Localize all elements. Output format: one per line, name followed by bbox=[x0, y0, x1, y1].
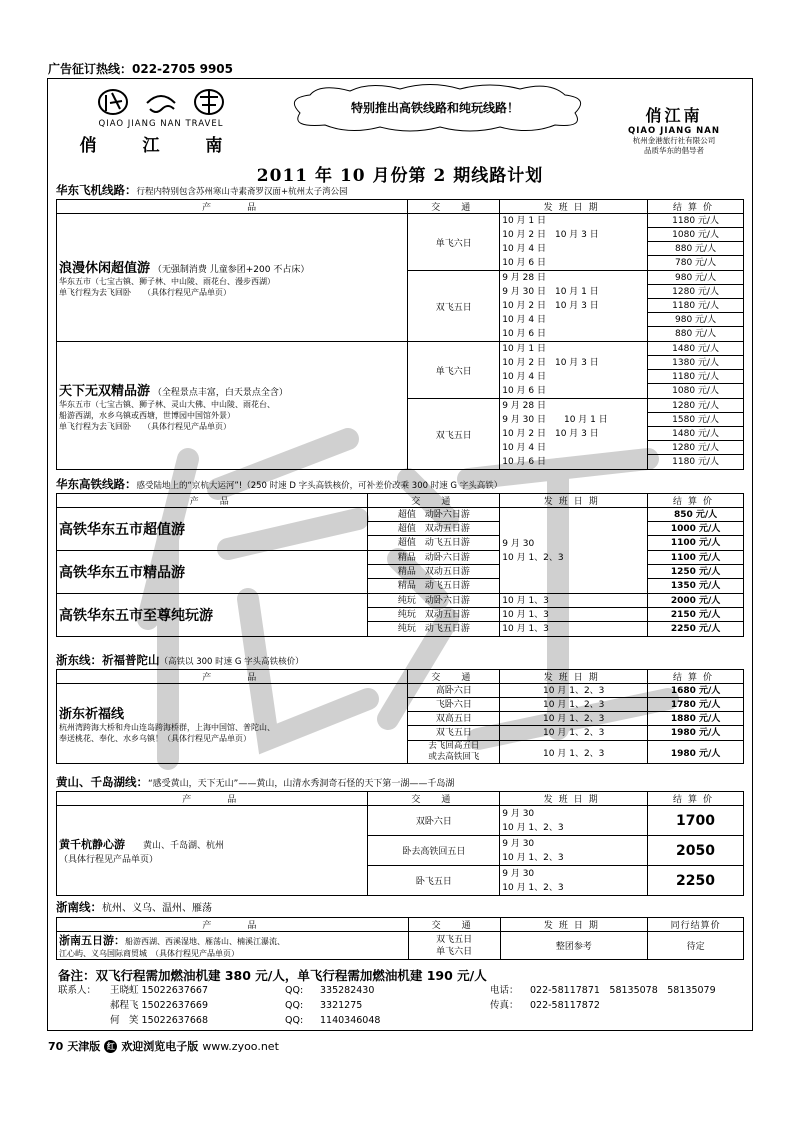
date: 10 月 1、3 bbox=[500, 608, 647, 622]
transport-line: 单飞六日 bbox=[436, 946, 473, 957]
price: 1350 元/人 bbox=[670, 581, 721, 591]
product-name: 天下无双精品游 bbox=[59, 383, 151, 399]
price: 880 元/人 bbox=[675, 329, 717, 339]
right-logo-en: QIAO JIANG NAN bbox=[628, 126, 720, 136]
price: 1250 元/人 bbox=[648, 565, 743, 579]
date: 9 月 30 bbox=[502, 868, 535, 879]
price: 850 元/人 bbox=[648, 508, 743, 522]
product-desc: 江心屿、义乌国际商贸城 （具体行程见产品单页） bbox=[59, 949, 239, 958]
col-transport: 交 通 bbox=[368, 792, 500, 806]
product-desc: 华东五市（七宝古镇、狮子林、灵山大佛、中山陵、雨花台、 bbox=[59, 399, 275, 409]
slogan: 特别推出高铁线路和纯玩线路！ bbox=[350, 101, 519, 115]
contacts bbox=[58, 983, 716, 1028]
transport: 超值 动飞五日游 bbox=[397, 538, 470, 548]
col-price: 结算价 bbox=[648, 670, 744, 684]
transport bbox=[408, 741, 500, 764]
price: 1680 元/人 bbox=[648, 684, 743, 698]
price: 1100 元/人 bbox=[648, 551, 743, 565]
date: 10 月 1、3 bbox=[500, 594, 647, 608]
page-title: 2011 年 10 月份第 2 期线路计划 bbox=[256, 166, 544, 186]
dates bbox=[500, 866, 648, 896]
prices bbox=[648, 508, 744, 551]
col-product: 产 品 bbox=[57, 792, 368, 806]
date: 10 月 4 日 bbox=[502, 315, 546, 325]
price: 1000 元/人 bbox=[648, 522, 743, 536]
price: 980 元/人 bbox=[648, 313, 743, 327]
date: 10 月 1、2、3 bbox=[502, 822, 564, 833]
col-product: 产 品 bbox=[57, 918, 409, 932]
price: 1700 bbox=[648, 806, 744, 836]
company-tagline: 品质华东的倡导者 bbox=[644, 146, 704, 155]
date: 9 月 30 日 10 月 1 日 bbox=[502, 415, 608, 425]
edition: 天津版 bbox=[67, 1040, 101, 1053]
col-price: 结算价 bbox=[648, 792, 744, 806]
date: 9 月 28 日 bbox=[502, 273, 546, 283]
product-name: 高铁华东五市至尊纯玩游 bbox=[57, 594, 368, 637]
ad-hotline: 广告征订热线：022-2705 9905 bbox=[48, 62, 234, 76]
product-desc: 单飞行程为去飞回卧 （具体行程见产品单页） bbox=[59, 421, 231, 431]
page-footer bbox=[48, 1038, 279, 1054]
product-name: 高铁华东五市超值游 bbox=[57, 508, 368, 551]
section-huangshan-heading bbox=[56, 774, 454, 790]
zhedong-table bbox=[56, 669, 744, 764]
transports bbox=[368, 551, 500, 594]
date: 10 月 4 日 bbox=[502, 372, 546, 382]
date: 10 月 2 日 10 月 3 日 bbox=[502, 230, 599, 240]
transports bbox=[368, 508, 500, 551]
prices bbox=[648, 551, 744, 594]
product-desc: 杭州湾跨海大桥和舟山连岛跨海桥群，上海中国馆、普陀山、 bbox=[59, 723, 275, 732]
transport-line: 双飞五日 bbox=[436, 934, 473, 945]
transport: 飞卧六日 bbox=[408, 698, 499, 712]
transport: 卧飞五日 bbox=[368, 866, 500, 896]
price: 2050 bbox=[648, 836, 744, 866]
product-name: 高铁华东五市精品游 bbox=[57, 551, 368, 594]
transport: 纯玩 动卧六日游 bbox=[368, 594, 499, 608]
date: 10 月 1、2、3 bbox=[500, 712, 647, 726]
product-tag: （全程景点丰富，白天景点全含） bbox=[152, 387, 288, 398]
price: 780 元/人 bbox=[675, 258, 717, 268]
east-flight-table bbox=[56, 199, 744, 470]
company-name: 杭州金港旅行社有限公司 bbox=[632, 136, 716, 145]
date: 9 月 30 bbox=[502, 838, 535, 849]
transport: 双高五日 bbox=[408, 712, 499, 726]
qq-label: QQ: bbox=[285, 1015, 304, 1026]
phone-numbers: 022-58117871 58135078 58135079 bbox=[530, 985, 716, 996]
price: 880 元/人 bbox=[648, 242, 743, 256]
dates bbox=[500, 271, 648, 342]
date: 9 月 30 bbox=[502, 538, 535, 549]
qq-number: 3321275 bbox=[320, 1000, 363, 1011]
section-east-rail-heading bbox=[56, 476, 502, 492]
date: 10 月 1、2、3 bbox=[500, 698, 647, 712]
fax-number: 022-58117872 bbox=[530, 1000, 600, 1011]
col-transport: 交 通 bbox=[408, 918, 500, 932]
date: 10 月 6 日 bbox=[502, 258, 546, 268]
transport: 单飞六日 bbox=[408, 214, 500, 271]
dates bbox=[500, 342, 648, 399]
left-logo bbox=[76, 87, 246, 155]
price: 1180 元/人 bbox=[648, 370, 743, 384]
qiao-char-icon bbox=[96, 87, 130, 117]
contacts-label: 联系人： bbox=[58, 985, 97, 996]
nan-char-icon bbox=[192, 87, 226, 117]
contact-person: 何 笑 15022637668 bbox=[110, 1015, 209, 1026]
col-product: 产 品 bbox=[57, 494, 368, 508]
transport: 双飞五日 bbox=[435, 728, 472, 738]
product-places: 黄山、千岛湖、杭州 bbox=[143, 841, 225, 851]
price: 1880 元/人 bbox=[648, 712, 743, 726]
price: 1080 元/人 bbox=[648, 228, 743, 242]
transports bbox=[408, 684, 500, 741]
product-name: 浙东祈福线 bbox=[59, 707, 125, 722]
price: 2000 元/人 bbox=[648, 594, 743, 608]
transport: 精品 动卧六日游 bbox=[368, 551, 499, 565]
section-label: 华东飞机线路： bbox=[56, 183, 137, 197]
date: 10 月 4 日 bbox=[502, 443, 546, 453]
date: 10 月 1、2、3 bbox=[502, 852, 564, 863]
jiang-char-icon bbox=[144, 87, 178, 117]
product-desc: （具体行程见产品单页） bbox=[59, 855, 159, 865]
date: 9 月 30 日 10 月 1 日 bbox=[502, 287, 599, 297]
product-cell bbox=[57, 806, 368, 896]
product-desc: 船游西湖，水乡乌镇或西塘，世博园中国馆外景） bbox=[59, 410, 235, 420]
prices bbox=[648, 214, 744, 271]
price: 1180 元/人 bbox=[648, 299, 743, 313]
product-cell bbox=[57, 342, 408, 470]
product-cell bbox=[57, 214, 408, 342]
date: 10 月 1、2、3 bbox=[543, 728, 605, 738]
date: 整团参考 bbox=[500, 932, 648, 960]
dates bbox=[500, 836, 648, 866]
date: 10 月 1、2、3 bbox=[500, 684, 647, 698]
contact-person: 郝程飞 15022637669 bbox=[110, 1000, 209, 1011]
date: 10 月 2 日 10 月 3 日 bbox=[502, 301, 599, 311]
prices bbox=[648, 399, 744, 470]
product-desc: 华东五市（七宝古镇、狮子林、中山陵、雨花台、漫步西湖） bbox=[59, 277, 275, 286]
product-cell bbox=[57, 932, 409, 960]
header bbox=[48, 79, 752, 159]
date: 10 月 2 日 10 月 3 日 bbox=[502, 429, 599, 439]
page-number: 70 bbox=[48, 1039, 64, 1053]
website-link[interactable]: www.zyoo.net bbox=[202, 1039, 279, 1053]
section-note: 行程内特别包含苏州寒山寺素斋罗汉面+杭州太子湾公园 bbox=[136, 187, 348, 197]
price: 1980 元/人 bbox=[648, 741, 744, 764]
product-desc: 奉送桃花、奉化、水乡乌镇！（具体行程见产品单页） bbox=[59, 734, 251, 743]
product-desc: 单飞行程为去飞回卧 （具体行程见产品单页） bbox=[59, 288, 231, 297]
transport: 超值 动卧六日游 bbox=[368, 508, 499, 522]
dates bbox=[500, 594, 648, 637]
price: 1100 元/人 bbox=[670, 538, 721, 548]
slogan-cloud bbox=[280, 83, 590, 133]
product-tag: （无强制消费 儿童参团+200 不占床） bbox=[152, 265, 310, 275]
price: 1380 元/人 bbox=[648, 356, 743, 370]
qq-number: 335282430 bbox=[320, 985, 375, 996]
section-note: （高铁以 300 时速 G 字头高铁核价） bbox=[159, 657, 304, 667]
huangshan-table bbox=[56, 791, 744, 896]
price: 1480 元/人 bbox=[648, 342, 743, 356]
qq-label: QQ: bbox=[285, 985, 304, 996]
transport-line: 去飞回高五日 bbox=[428, 741, 480, 751]
transport: 卧去高铁回五日 bbox=[368, 836, 500, 866]
product-name: 浪漫休闲超值游 bbox=[59, 261, 151, 276]
qq-label: QQ: bbox=[285, 1000, 304, 1011]
date: 10 月 6 日 bbox=[502, 329, 546, 339]
date: 10 月 6 日 bbox=[502, 457, 546, 467]
date: 10 月 2 日 10 月 3 日 bbox=[502, 358, 599, 368]
col-product: 产 品 bbox=[57, 670, 408, 684]
col-price: 结算价 bbox=[648, 494, 744, 508]
contact-person: 王晓虹 15022637667 bbox=[110, 985, 209, 996]
price: 980 元/人 bbox=[648, 271, 743, 285]
transport: 精品 动飞五日游 bbox=[397, 581, 470, 591]
section-note: 杭州、义乌、温州、雁荡 bbox=[102, 903, 212, 914]
prices bbox=[648, 684, 744, 741]
price: 1280 元/人 bbox=[648, 399, 743, 413]
prices bbox=[648, 342, 744, 399]
date: 10 月 4 日 bbox=[502, 244, 546, 254]
date: 10 月 6 日 bbox=[502, 386, 546, 396]
price: 2150 元/人 bbox=[648, 608, 743, 622]
section-east-flight-heading bbox=[56, 182, 348, 198]
col-date: 发班日期 bbox=[500, 918, 648, 932]
price: 1780 元/人 bbox=[648, 698, 743, 712]
price: 2250 元/人 bbox=[670, 624, 721, 634]
col-product: 产 品 bbox=[57, 200, 408, 214]
date: 10 月 1、2、3 bbox=[500, 741, 648, 764]
dates bbox=[500, 684, 648, 741]
date: 10 月 1、2、3 bbox=[502, 552, 564, 563]
transport: 双飞五日 bbox=[408, 399, 500, 470]
section-zhedong-heading bbox=[56, 652, 304, 668]
col-transport: 交 通 bbox=[368, 494, 500, 508]
price: 1580 元/人 bbox=[648, 413, 743, 427]
section-note: 感受陆地上的“京杭大运河”!（250 时速 D 字头高铁核价，可补差价改乘 300 时速 G 字头高铁） bbox=[136, 481, 503, 491]
dates bbox=[500, 399, 648, 470]
dates bbox=[500, 806, 648, 836]
transport: 纯玩 双动五日游 bbox=[368, 608, 499, 622]
prices bbox=[648, 271, 744, 342]
price: 1180 元/人 bbox=[648, 214, 743, 228]
right-logo-cn: 俏江南 bbox=[645, 106, 703, 125]
date: 9 月 30 bbox=[502, 808, 535, 819]
section-label: 黄山、千岛湖线： bbox=[56, 775, 148, 789]
price: 1280 元/人 bbox=[648, 441, 743, 455]
product-desc: 船游西湖、西溪湿地、雁荡山、楠溪江瀑流、 bbox=[125, 937, 285, 946]
left-logo-en: QIAO JIANG NAN TRAVEL bbox=[98, 119, 224, 129]
east-rail-table bbox=[56, 493, 744, 637]
col-price: 同行结算价 bbox=[648, 918, 744, 932]
col-transport: 交 通 bbox=[408, 200, 500, 214]
section-label: 华东高铁线路： bbox=[56, 477, 137, 491]
product-name: 浙南五日游： bbox=[59, 934, 125, 947]
transport: 高卧六日 bbox=[408, 684, 499, 698]
transport: 纯玩 动飞五日游 bbox=[397, 624, 470, 634]
section-label: 浙南线： bbox=[56, 900, 102, 914]
date: 10 月 1、3 bbox=[502, 624, 549, 634]
product-name: 黄千杭静心游 bbox=[59, 838, 125, 851]
price: 2250 bbox=[648, 866, 744, 896]
remark: 备注：双飞行程需加燃油机建 380 元/人，单飞行程需加燃油机建 190 元/人 bbox=[58, 968, 487, 983]
date: 10 月 1 日 bbox=[502, 344, 546, 354]
col-date: 发班日期 bbox=[500, 670, 648, 684]
price: 1480 元/人 bbox=[648, 427, 743, 441]
prices bbox=[648, 594, 744, 637]
dates bbox=[500, 508, 648, 594]
dates bbox=[500, 214, 648, 271]
phone-label: 电话： bbox=[490, 985, 519, 996]
transport: 单飞六日 bbox=[408, 342, 500, 399]
transport: 双卧六日 bbox=[368, 806, 500, 836]
col-price: 结算价 bbox=[648, 200, 744, 214]
promo-text: 欢迎浏览电子版 bbox=[121, 1040, 199, 1053]
fax-label: 传真： bbox=[490, 1000, 519, 1011]
right-logo bbox=[600, 103, 748, 156]
date: 10 月 1 日 bbox=[502, 216, 546, 226]
price: 1980 元/人 bbox=[670, 728, 721, 738]
page-frame bbox=[47, 78, 753, 1031]
price: 待定 bbox=[648, 932, 744, 960]
transport bbox=[408, 932, 500, 960]
transports bbox=[368, 594, 500, 637]
transport-line: 或去高铁回飞 bbox=[428, 752, 480, 762]
zhenan-table bbox=[56, 917, 744, 960]
price: 1080 元/人 bbox=[672, 386, 719, 396]
price: 1180 元/人 bbox=[672, 457, 719, 467]
price: 1280 元/人 bbox=[648, 285, 743, 299]
product-cell bbox=[57, 684, 408, 764]
section-label: 浙东线： bbox=[56, 653, 102, 667]
col-transport: 交 通 bbox=[408, 670, 500, 684]
section-zhenan-heading bbox=[56, 899, 212, 915]
col-date: 发班日期 bbox=[500, 200, 648, 214]
transport: 精品 双动五日游 bbox=[368, 565, 499, 579]
red-badge-icon: 红 bbox=[104, 1040, 117, 1053]
transport: 超值 双动五日游 bbox=[368, 522, 499, 536]
section-note: “感受黄山，天下无山”——黄山，山清水秀洞奇石怪的天下第一湖——千岛湖 bbox=[148, 779, 455, 789]
transport: 双飞五日 bbox=[408, 271, 500, 342]
date: 9 月 28 日 bbox=[502, 401, 546, 411]
col-date: 发班日期 bbox=[500, 792, 648, 806]
section-highlight: 祈福普陀山 bbox=[102, 653, 160, 667]
col-date: 发班日期 bbox=[500, 494, 648, 508]
qq-number: 1140346048 bbox=[320, 1015, 381, 1026]
left-logo-cn: 俏 江 南 bbox=[79, 136, 243, 156]
date: 10 月 1、2、3 bbox=[502, 882, 564, 893]
